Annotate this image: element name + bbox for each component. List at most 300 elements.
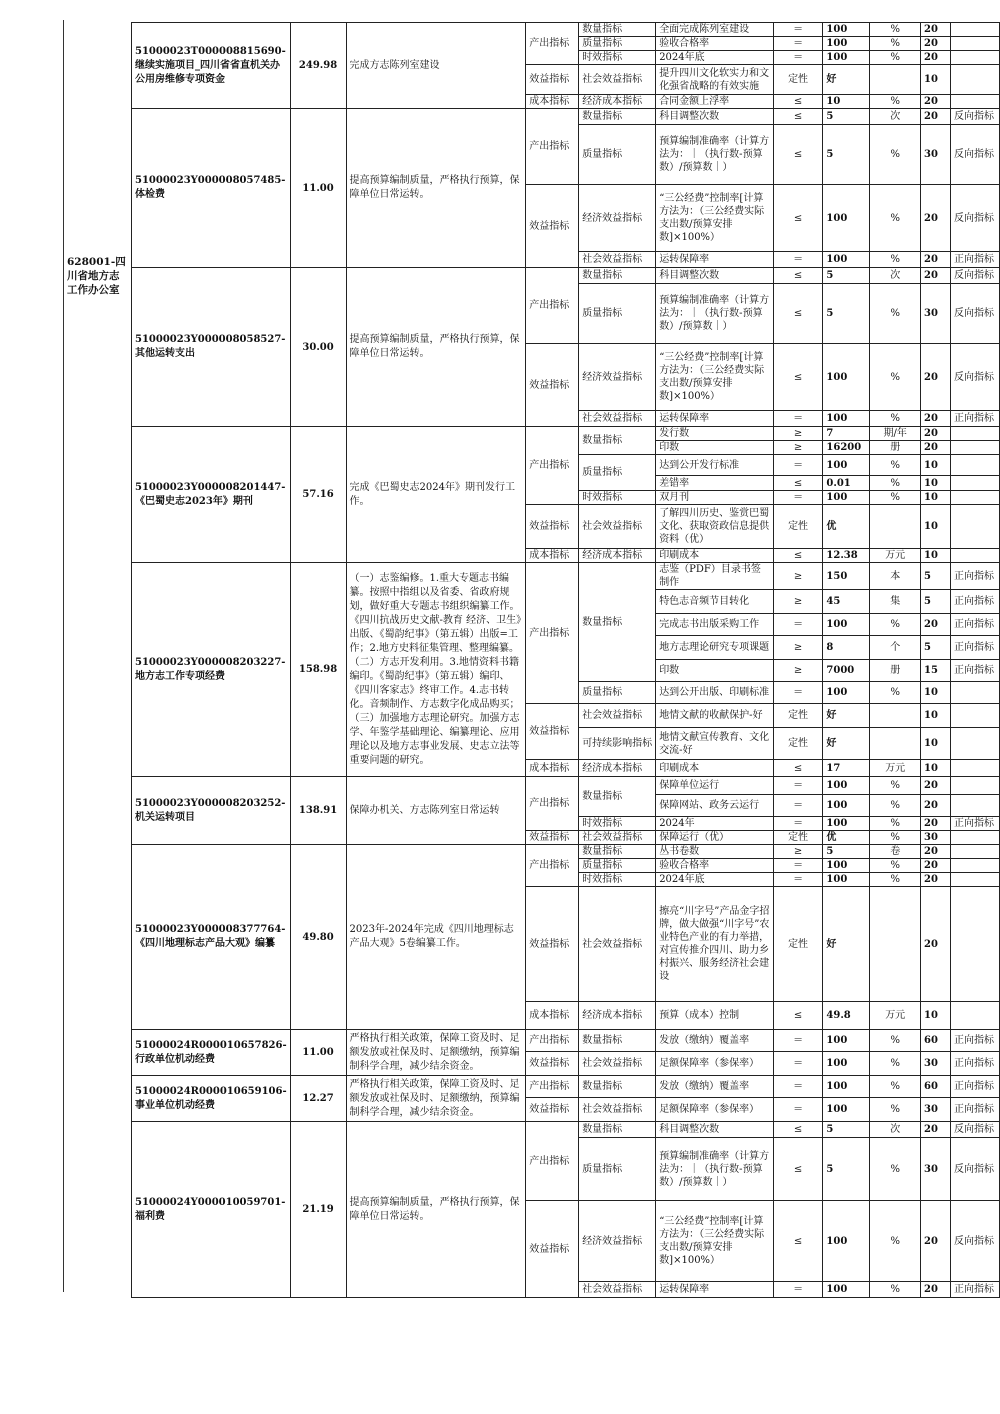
weight-score: 30 — [921, 284, 951, 344]
weight-score: 10 — [921, 491, 951, 505]
target-value: 5 — [823, 109, 870, 125]
comparison-operator: ≤ — [773, 109, 823, 125]
target-value: 5 — [823, 1138, 870, 1201]
indicator-name: 保障单位运行 — [656, 777, 774, 795]
indicator-level2: 可持续影响指标 — [579, 728, 656, 760]
indicator-level2: 经济效益指标 — [579, 1201, 656, 1282]
indicator-level2: 质量指标 — [579, 284, 656, 344]
project-goal: 提高预算编制质量，严格执行预算，保障单位日常运转。 — [346, 268, 526, 427]
comparison-operator: ≥ — [773, 636, 823, 660]
target-value: 100 — [823, 682, 870, 704]
weight-score: 20 — [921, 411, 951, 427]
indicator-direction: 反向指标 — [950, 268, 999, 284]
project-goal: 严格执行相关政策，保障工资及时、足额发放或社保及时、足额缴纳，预算编制科学合理，减少结余资金。 — [346, 1076, 526, 1122]
table-row — [132, 845, 1000, 859]
measure-unit: 万元 — [870, 1002, 921, 1030]
indicator-direction: 正向指标 — [950, 1282, 999, 1298]
measure-unit: % — [870, 411, 921, 427]
indicator-direction — [950, 777, 999, 795]
indicator-name: 验收合格率 — [656, 859, 774, 873]
indicator-level2: 质量指标 — [579, 125, 656, 185]
indicator-level2: 时效指标 — [579, 817, 656, 831]
indicator-direction: 反向指标 — [950, 1122, 999, 1138]
indicator-level2: 经济成本指标 — [579, 549, 656, 563]
indicator-direction — [950, 455, 999, 476]
comparison-operator: ＝ — [773, 455, 823, 476]
weight-score: 20 — [921, 252, 951, 268]
project-amount: 12.27 — [290, 1076, 346, 1122]
weight-score: 30 — [921, 1052, 951, 1076]
indicator-name: 预算编制准确率（计算方法为：｜（执行数-预算数）/预算数｜） — [656, 1138, 774, 1201]
target-value: 5 — [823, 845, 870, 859]
unit-column-border — [63, 20, 64, 1292]
weight-score: 10 — [921, 760, 951, 777]
comparison-operator: ＝ — [773, 37, 823, 51]
weight-score: 20 — [921, 37, 951, 51]
indicator-level2: 社会效益指标 — [579, 252, 656, 268]
indicator-level2: 经济效益指标 — [579, 185, 656, 252]
weight-score: 10 — [921, 549, 951, 563]
indicator-level1: 效益指标 — [526, 887, 579, 1002]
target-value: 好 — [823, 704, 870, 728]
indicator-direction — [950, 1002, 999, 1030]
indicator-direction: 正向指标 — [950, 411, 999, 427]
measure-unit: % — [870, 1201, 921, 1282]
indicator-direction — [950, 37, 999, 51]
comparison-operator: 定性 — [773, 704, 823, 728]
indicator-name: 验收合格率 — [656, 37, 774, 51]
target-value: 100 — [823, 614, 870, 636]
table-row — [132, 563, 1000, 590]
indicator-name: 发行数 — [656, 427, 774, 441]
weight-score: 10 — [921, 65, 951, 95]
indicator-direction — [950, 441, 999, 455]
comparison-operator: ＝ — [773, 51, 823, 65]
indicator-level1: 效益指标 — [526, 505, 579, 549]
weight-score: 20 — [921, 795, 951, 817]
target-value: 150 — [823, 563, 870, 590]
measure-unit: 本 — [870, 563, 921, 590]
target-value: 7000 — [823, 660, 870, 682]
indicator-direction: 正向指标 — [950, 590, 999, 614]
indicator-level2: 数量指标 — [579, 563, 656, 682]
measure-unit: 次 — [870, 1122, 921, 1138]
target-value: 100 — [823, 252, 870, 268]
measure-unit: % — [870, 491, 921, 505]
indicator-name: 全面完成陈列室建设 — [656, 23, 774, 37]
weight-score: 20 — [921, 268, 951, 284]
table-row — [132, 777, 1000, 795]
indicator-level1: 产出指标 — [526, 845, 579, 887]
measure-unit — [870, 887, 921, 1002]
measure-unit: 册 — [870, 441, 921, 455]
indicator-name: 足额保障率（参保率） — [656, 1052, 774, 1076]
indicator-direction: 反向指标 — [950, 185, 999, 252]
indicator-name: 2024年 — [656, 817, 774, 831]
comparison-operator: ＝ — [773, 411, 823, 427]
comparison-operator: ＝ — [773, 817, 823, 831]
indicator-level2: 社会效益指标 — [579, 831, 656, 845]
indicator-name: 印刷成本 — [656, 760, 774, 777]
comparison-operator: 定性 — [773, 505, 823, 549]
measure-unit: % — [870, 37, 921, 51]
weight-score: 10 — [921, 476, 951, 491]
project-goal: 完成《巴蜀史志2024年》期刊发行工作。 — [346, 427, 526, 563]
project-code: 51000023Y000008203252-机关运转项目 — [132, 777, 291, 845]
indicator-level2: 数量指标 — [579, 845, 656, 859]
weight-score: 20 — [921, 344, 951, 411]
target-value: 好 — [823, 728, 870, 760]
weight-score: 20 — [921, 1122, 951, 1138]
indicator-direction: 正向指标 — [950, 1098, 999, 1122]
comparison-operator: ＝ — [773, 1030, 823, 1052]
target-value: 100 — [823, 185, 870, 252]
measure-unit: % — [870, 1098, 921, 1122]
project-goal: （一）志鉴编修。1.重大专题志书编纂。按照中指组以及省委、省政府规划，做好重大专题志书组织编纂工作。《四川抗战历史文献-教育 经济、卫生》出版、《蜀韵纪事》（第五辑）出版=工作；2.地方史料征集管理、整理编纂。（二）方志开发利用。3.地情资料书籍编印。《蜀韵纪事》（第五辑）编印、《四川客家志》终审工作。4.志书转化。音频制作、方志数字化成品购买；（三）加强地方志理论研究。加强方志学、年鉴学基础理论、编纂理论、应用理论以及地方志事业发展、史志立法等重要问题的研究。 — [346, 563, 526, 777]
comparison-operator: ≥ — [773, 427, 823, 441]
indicator-direction — [950, 845, 999, 859]
project-amount: 138.91 — [290, 777, 346, 845]
indicator-name: 印数 — [656, 660, 774, 682]
indicator-name: 运转保障率 — [656, 1282, 774, 1298]
measure-unit: % — [870, 284, 921, 344]
target-value: 100 — [823, 777, 870, 795]
table-row — [132, 1030, 1000, 1052]
indicator-level2: 社会效益指标 — [579, 1052, 656, 1076]
indicator-name: 印数 — [656, 441, 774, 455]
measure-unit: % — [870, 1052, 921, 1076]
indicator-direction — [950, 476, 999, 491]
comparison-operator: ≤ — [773, 344, 823, 411]
indicator-name: 预算（成本）控制 — [656, 1002, 774, 1030]
indicator-level2: 时效指标 — [579, 873, 656, 887]
target-value: 100 — [823, 873, 870, 887]
indicator-name: 足额保障率（参保率） — [656, 1098, 774, 1122]
indicator-direction: 正向指标 — [950, 1052, 999, 1076]
measure-unit: % — [870, 1138, 921, 1201]
indicator-level1: 效益指标 — [526, 1052, 579, 1076]
indicator-name: “三公经费”控制率[计算方法为：（三公经费实际支出数/预算安排数]×100%） — [656, 185, 774, 252]
indicator-level2: 质量指标 — [579, 859, 656, 873]
weight-score: 20 — [921, 23, 951, 37]
weight-score: 20 — [921, 845, 951, 859]
indicator-name: “三公经费”控制率[计算方法为：（三公经费实际支出数/预算安排数]×100%） — [656, 344, 774, 411]
weight-score: 10 — [921, 728, 951, 760]
target-value: 100 — [823, 455, 870, 476]
target-value: 100 — [823, 1052, 870, 1076]
indicator-level1: 产出指标 — [526, 268, 579, 344]
comparison-operator: ≤ — [773, 1002, 823, 1030]
comparison-operator: 定性 — [773, 728, 823, 760]
project-code: 51000023Y000008201447-《巴蜀史志2023年》期刊 — [132, 427, 291, 563]
indicator-name: 擦亮“川字号”产品金字招牌，做大做强“川字号”农业特色产业的有力举措，对宣传推介四川、助力乡村振兴、服务经济社会建设 — [656, 887, 774, 1002]
measure-unit: % — [870, 476, 921, 491]
weight-score: 20 — [921, 427, 951, 441]
target-value: 100 — [823, 795, 870, 817]
target-value: 100 — [823, 51, 870, 65]
indicator-name: 发放（缴纳）覆盖率 — [656, 1030, 774, 1052]
indicator-direction: 正向指标 — [950, 252, 999, 268]
performance-table — [131, 22, 1000, 1298]
indicator-level2: 社会效益指标 — [579, 1282, 656, 1298]
indicator-level2: 数量指标 — [579, 23, 656, 37]
weight-score: 20 — [921, 859, 951, 873]
indicator-direction: 反向指标 — [950, 344, 999, 411]
indicator-direction: 反向指标 — [950, 1201, 999, 1282]
target-value: 好 — [823, 65, 870, 95]
indicator-direction: 正向指标 — [950, 1076, 999, 1098]
indicator-level1: 成本指标 — [526, 95, 579, 109]
indicator-level2: 经济成本指标 — [579, 760, 656, 777]
target-value: 12.38 — [823, 549, 870, 563]
indicator-level2: 经济成本指标 — [579, 1002, 656, 1030]
indicator-direction — [950, 873, 999, 887]
indicator-direction: 正向指标 — [950, 660, 999, 682]
weight-score: 20 — [921, 1201, 951, 1282]
indicator-direction — [950, 23, 999, 37]
comparison-operator: ＝ — [773, 873, 823, 887]
measure-unit — [870, 505, 921, 549]
indicator-level1: 产出指标 — [526, 777, 579, 831]
indicator-direction — [950, 760, 999, 777]
measure-unit: 集 — [870, 590, 921, 614]
indicator-level1: 产出指标 — [526, 1076, 579, 1098]
indicator-level2: 数量指标 — [579, 109, 656, 125]
indicator-direction — [950, 682, 999, 704]
target-value: 8 — [823, 636, 870, 660]
target-value: 100 — [823, 23, 870, 37]
indicator-level1: 成本指标 — [526, 760, 579, 777]
target-value: 100 — [823, 37, 870, 51]
comparison-operator: 定性 — [773, 65, 823, 95]
indicator-name: 2024年底 — [656, 51, 774, 65]
indicator-name: 印刷成本 — [656, 549, 774, 563]
measure-unit: 期/年 — [870, 427, 921, 441]
indicator-name: 志鉴（PDF）目录书签制作 — [656, 563, 774, 590]
weight-score: 15 — [921, 660, 951, 682]
target-value: 100 — [823, 817, 870, 831]
weight-score: 10 — [921, 1002, 951, 1030]
weight-score: 20 — [921, 887, 951, 1002]
target-value: 100 — [823, 411, 870, 427]
weight-score: 10 — [921, 704, 951, 728]
target-value: 5 — [823, 125, 870, 185]
target-value: 10 — [823, 95, 870, 109]
comparison-operator: ＝ — [773, 1282, 823, 1298]
project-goal: 保障办机关、方志陈列室日常运转 — [346, 777, 526, 845]
project-amount: 158.98 — [290, 563, 346, 777]
comparison-operator: ＝ — [773, 1076, 823, 1098]
measure-unit: % — [870, 682, 921, 704]
measure-unit: 次 — [870, 109, 921, 125]
measure-unit — [870, 728, 921, 760]
indicator-name: 预算编制准确率（计算方法为：｜（执行数-预算数）/预算数｜） — [656, 284, 774, 344]
indicator-level2: 经济成本指标 — [579, 95, 656, 109]
weight-score: 30 — [921, 1098, 951, 1122]
weight-score: 20 — [921, 614, 951, 636]
indicator-level2: 社会效益指标 — [579, 704, 656, 728]
measure-unit: % — [870, 185, 921, 252]
indicator-level1: 效益指标 — [526, 1098, 579, 1122]
indicator-level2: 社会效益指标 — [579, 411, 656, 427]
project-amount: 49.80 — [290, 845, 346, 1030]
project-goal: 2023年-2024年完成《四川地理标志产品大观》5卷编纂工作。 — [346, 845, 526, 1030]
target-value: 5 — [823, 284, 870, 344]
indicator-direction — [950, 728, 999, 760]
comparison-operator: ＝ — [773, 859, 823, 873]
weight-score: 10 — [921, 505, 951, 549]
indicator-level2: 数量指标 — [579, 1076, 656, 1098]
weight-score: 20 — [921, 185, 951, 252]
project-goal: 严格执行相关政策，保障工资及时、足额发放或社保及时、足额缴纳，预算编制科学合理，减少结余资金。 — [346, 1030, 526, 1076]
target-value: 17 — [823, 760, 870, 777]
target-value: 49.8 — [823, 1002, 870, 1030]
weight-score: 60 — [921, 1076, 951, 1098]
target-value: 100 — [823, 1201, 870, 1282]
measure-unit — [870, 65, 921, 95]
comparison-operator: ≤ — [773, 1201, 823, 1282]
measure-unit — [870, 704, 921, 728]
project-code: 51000024Y000010059701-福利费 — [132, 1122, 291, 1298]
target-value: 100 — [823, 1030, 870, 1052]
weight-score: 20 — [921, 817, 951, 831]
measure-unit: % — [870, 614, 921, 636]
target-value: 5 — [823, 268, 870, 284]
indicator-name: 提升四川文化软实力和文化强省战略的有效实施 — [656, 65, 774, 95]
indicator-level2: 经济效益指标 — [579, 344, 656, 411]
indicator-level2: 质量指标 — [579, 37, 656, 51]
project-goal: 提高预算编制质量，严格执行预算，保障单位日常运转。 — [346, 109, 526, 268]
indicator-name: 丛书卷数 — [656, 845, 774, 859]
table-row — [132, 1076, 1000, 1098]
comparison-operator: ≤ — [773, 549, 823, 563]
weight-score: 30 — [921, 125, 951, 185]
weight-score: 10 — [921, 455, 951, 476]
indicator-direction: 反向指标 — [950, 125, 999, 185]
project-code: 51000024R000010659106-事业单位机动经费 — [132, 1076, 291, 1122]
measure-unit: % — [870, 1282, 921, 1298]
indicator-level1: 效益指标 — [526, 831, 579, 845]
target-value: 好 — [823, 887, 870, 1002]
indicator-name: 达到公开出版、印刷标准 — [656, 682, 774, 704]
indicator-level2: 社会效益指标 — [579, 1098, 656, 1122]
indicator-level1: 产出指标 — [526, 1122, 579, 1201]
target-value: 16200 — [823, 441, 870, 455]
measure-unit: % — [870, 455, 921, 476]
comparison-operator: ＝ — [773, 795, 823, 817]
comparison-operator: ＝ — [773, 1098, 823, 1122]
indicator-name: 运转保障率 — [656, 411, 774, 427]
indicator-level2: 质量指标 — [579, 455, 656, 491]
project-code: 51000023Y000008058527-其他运转支出 — [132, 268, 291, 427]
project-code: 51000023Y000008203227-地方志工作专项经费 — [132, 563, 291, 777]
target-value: 100 — [823, 1282, 870, 1298]
indicator-level2: 数量指标 — [579, 1030, 656, 1052]
target-value: 0.01 — [823, 476, 870, 491]
indicator-level2: 数量指标 — [579, 1122, 656, 1138]
indicator-name: 运转保障率 — [656, 252, 774, 268]
target-value: 100 — [823, 1076, 870, 1098]
indicator-level2: 数量指标 — [579, 777, 656, 817]
comparison-operator: 定性 — [773, 831, 823, 845]
indicator-direction — [950, 795, 999, 817]
project-amount: 11.00 — [290, 109, 346, 268]
project-amount: 30.00 — [290, 268, 346, 427]
comparison-operator: ≤ — [773, 185, 823, 252]
table-body — [132, 23, 1000, 1298]
indicator-direction — [950, 704, 999, 728]
indicator-direction: 反向指标 — [950, 109, 999, 125]
measure-unit: % — [870, 873, 921, 887]
comparison-operator: ＝ — [773, 23, 823, 37]
indicator-direction: 正向指标 — [950, 817, 999, 831]
comparison-operator: 定性 — [773, 887, 823, 1002]
indicator-direction — [950, 505, 999, 549]
project-goal: 完成方志陈列室建设 — [346, 23, 526, 109]
measure-unit: % — [870, 1030, 921, 1052]
indicator-direction — [950, 859, 999, 873]
indicator-level2: 时效指标 — [579, 51, 656, 65]
comparison-operator: ≥ — [773, 590, 823, 614]
comparison-operator: ≤ — [773, 95, 823, 109]
measure-unit: 万元 — [870, 760, 921, 777]
indicator-name: 地情文献的收献保护-好 — [656, 704, 774, 728]
indicator-level1: 产出指标 — [526, 109, 579, 185]
project-amount: 249.98 — [290, 23, 346, 109]
indicator-direction: 反向指标 — [950, 1138, 999, 1201]
indicator-direction — [950, 427, 999, 441]
indicator-direction — [950, 65, 999, 95]
table-row — [132, 268, 1000, 284]
measure-unit: % — [870, 795, 921, 817]
project-code: 51000023T000008815690-继续实施项目_四川省省直机关办公用房维修专项资金 — [132, 23, 291, 109]
indicator-direction — [950, 491, 999, 505]
project-amount: 11.00 — [290, 1030, 346, 1076]
indicator-name: 完成志书出版采购工作 — [656, 614, 774, 636]
project-code: 51000023Y000008057485-体检费 — [132, 109, 291, 268]
measure-unit: 万元 — [870, 549, 921, 563]
measure-unit: % — [870, 777, 921, 795]
comparison-operator: ≤ — [773, 1138, 823, 1201]
measure-unit: % — [870, 1076, 921, 1098]
target-value: 100 — [823, 491, 870, 505]
measure-unit: % — [870, 831, 921, 845]
indicator-level2: 社会效益指标 — [579, 505, 656, 549]
indicator-level1: 效益指标 — [526, 704, 579, 760]
indicator-level1: 产出指标 — [526, 1030, 579, 1052]
indicator-level1: 效益指标 — [526, 65, 579, 95]
indicator-level1: 成本指标 — [526, 549, 579, 563]
unit-name: 628001-四川省地方志工作办公室 — [67, 256, 126, 296]
measure-unit: % — [870, 859, 921, 873]
indicator-name: 了解四川历史、鉴赏巴蜀文化、获取资政信息提供资料（优） — [656, 505, 774, 549]
comparison-operator: ≤ — [773, 760, 823, 777]
comparison-operator: ≤ — [773, 1122, 823, 1138]
indicator-direction: 正向指标 — [950, 636, 999, 660]
weight-score: 20 — [921, 777, 951, 795]
indicator-direction: 正向指标 — [950, 614, 999, 636]
weight-score: 5 — [921, 563, 951, 590]
target-value: 7 — [823, 427, 870, 441]
indicator-level1: 效益指标 — [526, 1201, 579, 1298]
comparison-operator: ≥ — [773, 563, 823, 590]
comparison-operator: ＝ — [773, 614, 823, 636]
indicator-level2: 质量指标 — [579, 682, 656, 704]
table-row — [132, 23, 1000, 37]
indicator-level1: 效益指标 — [526, 185, 579, 268]
weight-score: 20 — [921, 1282, 951, 1298]
table-row — [132, 427, 1000, 441]
